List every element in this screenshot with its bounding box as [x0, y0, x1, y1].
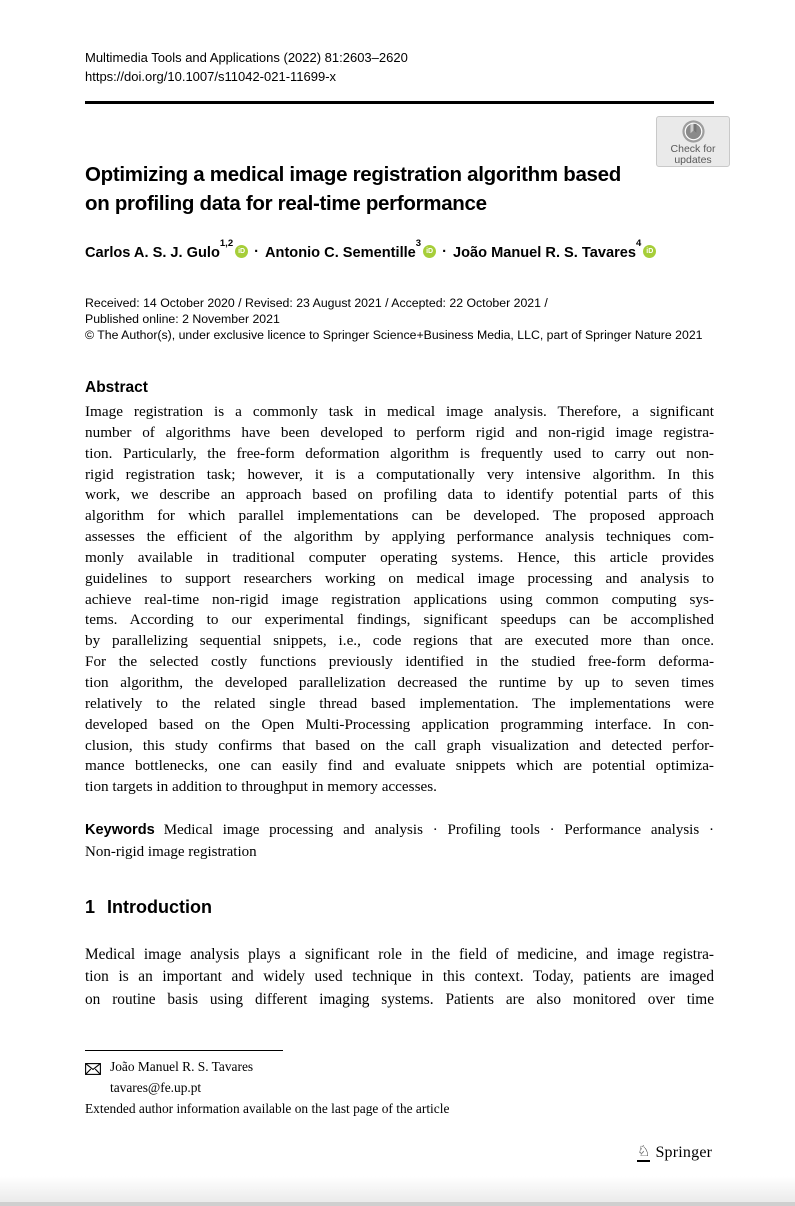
abstract-line: tion targets in addition to throughput in memory accesses. — [85, 778, 437, 796]
author-affiliation-superscript: 3 — [415, 238, 422, 249]
abstract-line: clusion, this study confirms that based on the call graph visualization and detected perfor- — [85, 736, 714, 754]
check-for-updates-badge[interactable] — [656, 116, 730, 167]
author-affiliation-superscript: 1,2 — [219, 238, 234, 249]
abstract-line: rigid registration task; however, it is a computationally very intensive algorithm. In this — [85, 465, 714, 483]
footnote-rule — [85, 1050, 283, 1051]
abstract-line: number of algorithms have been developed to perform rigid and non-rigid image registra- — [85, 423, 714, 441]
abstract-line: algorithm for which parallel implementations can be developed. The proposed approach — [85, 507, 714, 525]
abstract-line: tems. According to our experimental findings, significant speedups can be accomplished — [85, 611, 714, 629]
section-title: Introduction — [107, 897, 212, 917]
keywords-heading: Keywords — [85, 822, 155, 838]
author-separator: · — [442, 243, 447, 260]
orcid-icon[interactable]: iD — [423, 245, 436, 258]
orcid-icon[interactable]: iD — [643, 245, 656, 258]
corresponding-author-name: João Manuel R. S. Tavares — [110, 1059, 254, 1074]
abstract-heading: Abstract — [85, 379, 148, 396]
abstract-line: monly available in traditional computer operating systems. Hence, this article provides — [85, 548, 714, 566]
keywords-text: Medical image processing and analysis · Profiling tools · Performance analysis · — [163, 822, 714, 838]
abstract-line: For the selected costly functions previously identified in the studied free-form deforma- — [85, 653, 714, 671]
introduction-paragraph — [85, 944, 714, 1011]
envelope-icon — [85, 1057, 110, 1098]
abstract-text — [85, 402, 714, 798]
keywords-line — [85, 820, 714, 842]
abstract-line: by parallelizing sequential snippets, i.e., code regions that are executed more than once. — [85, 632, 714, 650]
keywords-line: Non-rigid image registration — [85, 843, 257, 860]
correspondence-text — [110, 1057, 253, 1098]
check-for-updates-label: Check for updates — [670, 143, 716, 166]
author-line — [85, 238, 656, 261]
extended-author-info: Extended author information available on the last page of the article — [85, 1101, 450, 1116]
springer-wordmark: Springer — [655, 1144, 713, 1161]
article-title-line: Optimizing a medical image registration algorithm based — [85, 163, 621, 186]
page-bottom-shade — [0, 1176, 795, 1202]
published-online-line: Published online: 2 November 2021 — [85, 312, 280, 326]
abstract-line: achieve real-time non-rigid image registration applications using common computing sys- — [85, 590, 714, 608]
keywords-block — [85, 820, 714, 863]
header-rule — [85, 101, 714, 104]
section-heading-introduction — [85, 897, 212, 918]
paragraph-line: Medical image analysis plays a significant role in the field of medicine, and image registra- — [85, 946, 714, 963]
abstract-line: developed based on the Open Multi-Processing application programming interface. In con- — [85, 715, 714, 733]
abstract-line: tion. Particularly, the free-form deformation algorithm is frequently used to carry out non- — [85, 444, 714, 462]
author-name: Carlos A. S. J. Gulo$^{1,2}$ — [85, 238, 234, 261]
abstract-line: relatively to the related single thread based implementation. The implementations were — [85, 694, 714, 712]
copyright-notice: © The Author(s), under exclusive licence to Springer Science+Business Media, LLC, part of Springer Nature 2021 — [85, 328, 703, 342]
abstract-line: work, we describe an approach based on profiling data to identify potential parts of this — [85, 486, 714, 504]
journal-citation: Multimedia Tools and Applications (2022) 81:2603–2620 — [85, 50, 408, 65]
abstract-line: assesses the efficient of the algorithm by applying performance analysis techniques com- — [85, 528, 714, 546]
history-dates-line: Received: 14 October 2020 / Revised: 23 August 2021 / Accepted: 22 October 2021 / — [85, 296, 548, 310]
abstract-line: Image registration is a commonly task in medical image analysis. Therefore, a significant — [85, 403, 714, 420]
crossmark-icon — [680, 120, 707, 143]
springer-knight-icon: ♘ — [637, 1142, 651, 1160]
article-title — [85, 160, 621, 218]
abstract-line: guidelines to support researchers working on medical image processing and analysis to — [85, 569, 714, 587]
corresponding-author-email[interactable]: tavares@fe.up.pt — [110, 1079, 202, 1095]
paragraph-line: tion is an important and widely used technique in this context. Today, patients are imaged — [85, 968, 714, 986]
section-number: 1 — [85, 897, 96, 917]
paragraph-line: on routine basis using different imaging systems. Patients are also monitored over time — [85, 990, 714, 1008]
journal-header — [85, 48, 408, 86]
author-name: Antonio C. Sementille$^3$ — [264, 238, 422, 261]
correspondence-block — [85, 1057, 253, 1098]
doi-link[interactable]: https://doi.org/10.1007/s11042-021-11699-x — [85, 69, 337, 84]
abstract-line: tion algorithm, the developed parallelization decreased the runtime by up to seven times — [85, 673, 714, 691]
springer-logo — [637, 1144, 712, 1162]
publication-history — [85, 295, 703, 343]
article-title-line: on profiling data for real-time performance — [85, 192, 487, 215]
abstract-line: mance bottlenecks, one can easily find and evaluate snippets which are potential optimiza- — [85, 757, 714, 775]
author-affiliation-superscript: 4 — [636, 238, 642, 249]
author-separator: · — [254, 243, 259, 260]
orcid-icon[interactable]: iD — [235, 245, 248, 258]
page-bottom-edge — [0, 1202, 795, 1206]
author-name: João Manuel R. S. Tavares$^4$ — [452, 238, 642, 261]
